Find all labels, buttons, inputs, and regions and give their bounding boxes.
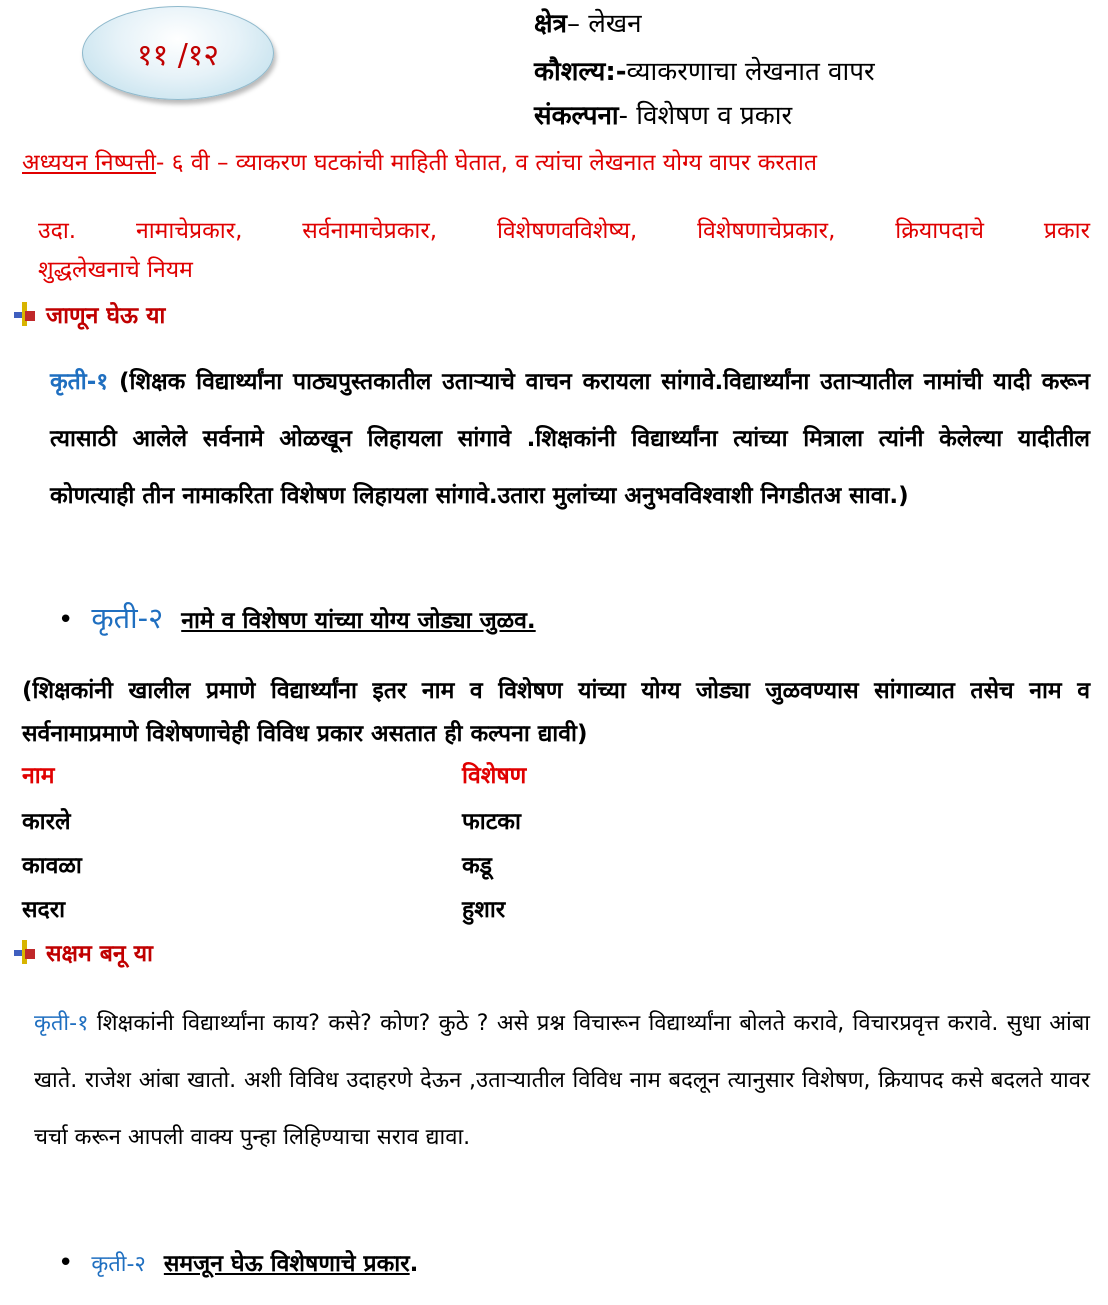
skill-label: कौशल्य:- [534, 57, 627, 87]
area-value: – लेखन [567, 9, 642, 39]
activity-1-paragraph [50, 354, 1090, 525]
table-cell-adjective: फाटका [462, 809, 521, 835]
activity-label: कृती-२ [91, 1252, 146, 1277]
outcome-text: - ६ वी – व्याकरण घटकांची माहिती घेतात, व त्यांचा लेखनात योग्य वापर करतात [156, 150, 817, 176]
instruction-paragraph: (शिक्षकांनी खालील प्रमाणे विद्यार्थ्यांना इतर नाम व विशेषण यांच्या योग्य जोड्या जुळवण्यास सांगाव्यात तसेच नाम व सर्वनामाप्रमाणे विशेषणाचेही विविध प्रकार असतात ही कल्पना द्यावी) [22, 678, 1090, 747]
section-heading-empower [14, 936, 153, 968]
page-number-badge [82, 6, 274, 100]
table-cell-adjective: हुशार [462, 897, 506, 923]
activity-label: कृती-१ [50, 369, 109, 395]
header-skill [534, 56, 875, 88]
activity-label: कृती-२ [91, 601, 164, 635]
table-cell-noun: कावळा [22, 853, 82, 879]
examples-line-1: उदा. नामाचेप्रकार, सर्वनामाचेप्रकार, विशेषणवविशेष्य, विशेषणाचेप्रकार, क्रियापदाचे प्रकार [38, 218, 1090, 244]
activity-2b-item [58, 1246, 418, 1278]
concept-label: संकल्पना [534, 101, 619, 131]
header-area [534, 8, 642, 40]
table-cell-noun: कारले [22, 809, 71, 835]
bullet-dot: • [58, 1248, 74, 1278]
header-concept [534, 100, 792, 132]
learning-outcome [22, 145, 817, 177]
activity-text: समजून घेऊ विशेषणाचे प्रकार [163, 1251, 410, 1277]
activity-text: (शिक्षक विद्यार्थ्यांना पाठ्यपुस्तकातील उताऱ्याचे वाचन करायला सांगावे.विद्यार्थ्यांना उताऱ्यातील नामांची यादी करून त्यासाठी आलेले सर्वनामे ओळखून लिहायला सांगावे .शिक्षकांनी विद्यार्थ्यांना त्यांच्या मित्राला त्यांनी केलेल्या यादीतील कोणत्याही तीन नामाकरिता विशेषण लिहायला सांगावे.उतारा मुलांच्या अनुभवविश्वाशी निगडीतअ सावा.) [50, 369, 1090, 509]
bullet-icon [14, 302, 40, 326]
activity-2-item [58, 598, 536, 637]
table-cell-noun: सदरा [22, 897, 66, 923]
table-cell-adjective: कडू [462, 853, 492, 879]
activity-end: . [409, 1251, 419, 1277]
table-header-noun: नाम [22, 763, 55, 789]
activity-label: कृती-१ [34, 1011, 89, 1036]
activity-text: नामे व विशेषण यांच्या योग्य जोड्या जुळव. [181, 608, 536, 634]
outcome-label: अध्ययन निष्पत्ती [22, 150, 157, 176]
examples-line-2: शुद्धलेखनाचे नियम [38, 257, 193, 283]
table-header-adjective: विशेषण [462, 763, 527, 789]
badge-text: ११ /१२ [136, 37, 220, 73]
section-title: सक्षम बनू या [46, 941, 154, 967]
section-heading-learn [14, 298, 165, 330]
concept-value: - विशेषण व प्रकार [618, 101, 793, 131]
section-title: जाणून घेऊ या [46, 303, 166, 329]
bullet-dot: • [58, 605, 74, 635]
activity-1b-paragraph [34, 995, 1090, 1166]
bullet-icon [14, 940, 40, 964]
skill-value: व्याकरणाचा लेखनात वापर [626, 57, 875, 87]
activity-text: शिक्षकांनी विद्यार्थ्यांना काय? कसे? कोण? कुठे ? असे प्रश्न विचारून विद्यार्थ्यांना बोलते करावे, विचारप्रवृत्त करावे. सुधा आंबा खाते. राजेश आंबा खातो. अशी विविध उदाहरणे देऊन ,उताऱ्यातील विविध नाम बदलून त्यानुसार विशेषण, क्रियापद कसे बदलते यावर चर्चा करून आपली वाक्य पुन्हा लिहिण्याचा सराव द्यावा. [34, 1011, 1090, 1150]
area-label: क्षेत्र [534, 9, 567, 39]
